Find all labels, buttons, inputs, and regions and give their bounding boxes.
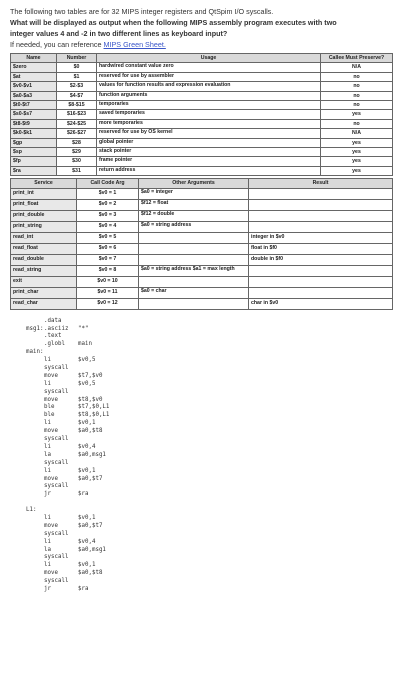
syscall-cell: $f12 = float — [139, 199, 249, 210]
register-cell: $t0-$t7 — [11, 101, 57, 110]
code-line — [26, 491, 326, 499]
syscall-cell — [139, 298, 249, 309]
code-line — [26, 365, 326, 373]
register-cell: reserved for use by OS kernel — [97, 129, 321, 138]
code-instruction: move — [44, 570, 58, 577]
syscall-cell: $v0 = 10 — [77, 276, 139, 287]
code-line — [26, 381, 326, 389]
register-cell: no — [321, 72, 393, 81]
syscall-cell — [249, 276, 393, 287]
code-instruction — [44, 499, 78, 507]
code-line — [26, 452, 326, 460]
code-instruction: li — [44, 443, 51, 450]
syscall-cell — [249, 199, 393, 210]
code-instruction: move — [44, 428, 58, 435]
mips-green-sheet-link[interactable]: MIPS Green Sheet. — [103, 40, 166, 49]
code-label — [26, 523, 44, 531]
syscall-table — [10, 178, 393, 309]
question-line-3: integer values 4 and -2 in two different lines as keyboard input? — [10, 29, 228, 38]
register-cell: N/A — [321, 63, 393, 72]
syscall-cell: $v0 = 12 — [77, 298, 139, 309]
code-operands: $a0,$t7 — [78, 522, 103, 529]
code-instruction: li — [44, 357, 51, 364]
register-cell: saved temporaries — [97, 110, 321, 119]
code-operands: $t8,$v0 — [78, 396, 103, 403]
syscall-cell: read_float — [11, 243, 77, 254]
code-operands: $t8,$0,L1 — [78, 412, 110, 419]
code-instruction: li — [44, 380, 51, 387]
code-line — [26, 373, 326, 381]
code-instruction: li — [44, 420, 51, 427]
register-cell: $29 — [57, 148, 97, 157]
syscall-cell: $v0 = 5 — [77, 232, 139, 243]
code-label — [26, 468, 44, 476]
syscall-cell — [249, 221, 393, 232]
register-cell: yes — [321, 166, 393, 175]
syscall-cell: char in $v0 — [249, 298, 393, 309]
code-instruction: .asciiz — [44, 325, 69, 332]
code-instruction: syscall — [44, 436, 69, 443]
register-row — [11, 129, 393, 138]
register-cell: return address — [97, 166, 321, 175]
code-operands: $t7,$v0 — [78, 372, 103, 379]
syscall-cell — [139, 254, 249, 265]
code-line — [26, 547, 326, 555]
syscall-row — [11, 199, 393, 210]
code-instruction: move — [44, 372, 58, 379]
code-line — [26, 444, 326, 452]
register-row — [11, 110, 393, 119]
syscall-cell: print_float — [11, 199, 77, 210]
code-operands: $v0,1 — [78, 420, 96, 427]
register-cell: temporaries — [97, 101, 321, 110]
syscall-cell: print_string — [11, 221, 77, 232]
code-instruction: syscall — [44, 578, 69, 585]
register-cell: $s0-$s7 — [11, 110, 57, 119]
syscall-cell: $v0 = 1 — [77, 188, 139, 199]
code-label — [26, 586, 44, 594]
code-label — [26, 483, 44, 491]
syscall-cell: $v0 = 3 — [77, 210, 139, 221]
syscall-cell — [249, 287, 393, 298]
code-instruction: syscall — [44, 459, 69, 466]
reference-line — [10, 39, 393, 50]
register-cell: $ra — [11, 166, 57, 175]
code-instruction: li — [44, 538, 51, 545]
syscall-cell: print_char — [11, 287, 77, 298]
code-instruction: .text — [44, 333, 62, 340]
code-label — [26, 318, 44, 326]
syscall-row — [11, 188, 393, 199]
syscall-cell: $a0 = char — [139, 287, 249, 298]
code-instruction: ble — [44, 404, 55, 411]
code-label — [26, 547, 44, 555]
register-cell: no — [321, 91, 393, 100]
syscall-cell: $v0 = 2 — [77, 199, 139, 210]
register-cell: function arguments — [97, 91, 321, 100]
syscall-cell: $a0 = string address $a1 = max length — [139, 265, 249, 276]
syscall-cell: $v0 = 4 — [77, 221, 139, 232]
code-operands — [78, 389, 326, 397]
code-label — [26, 570, 44, 578]
register-cell: yes — [321, 157, 393, 166]
code-instruction: .data — [44, 317, 62, 324]
syscall-cell: integer in $v0 — [249, 232, 393, 243]
code-operands — [78, 318, 326, 326]
register-cell: $24-$25 — [57, 119, 97, 128]
code-operands — [78, 460, 326, 468]
register-cell: $gp — [11, 138, 57, 147]
register-row — [11, 63, 393, 72]
register-cell: $26-$27 — [57, 129, 97, 138]
code-label — [26, 562, 44, 570]
code-line — [26, 326, 326, 334]
code-instruction: move — [44, 522, 58, 529]
code-line — [26, 539, 326, 547]
code-operands — [78, 531, 326, 539]
code-operands: $t7,$0,L1 — [78, 404, 110, 411]
code-line — [26, 468, 326, 476]
register-cell: $8-$15 — [57, 101, 97, 110]
syscall-cell: float in $f0 — [249, 243, 393, 254]
code-operands: $v0,1 — [78, 467, 96, 474]
syscall-header-cell: Other Arguments — [139, 179, 249, 188]
register-cell: hardwired constant value zero — [97, 63, 321, 72]
code-operands — [78, 554, 326, 562]
register-row — [11, 119, 393, 128]
register-header-cell: Usage — [97, 54, 321, 63]
register-cell: $fp — [11, 157, 57, 166]
code-operands — [78, 333, 326, 341]
code-operands — [78, 483, 326, 491]
question-line-1: The following two tables are for 32 MIPS integer registers and QtSpim I/O syscalls. — [10, 7, 274, 16]
code-label: L1: — [26, 507, 37, 514]
code-label: msg1: — [26, 325, 44, 332]
code-operands: main — [78, 341, 92, 348]
syscall-header-cell: Result — [249, 179, 393, 188]
register-cell: $at — [11, 72, 57, 81]
register-cell: $t8-$t9 — [11, 119, 57, 128]
syscall-cell — [139, 276, 249, 287]
code-line — [26, 586, 326, 594]
register-cell: $zero — [11, 63, 57, 72]
code-operands: "*" — [78, 325, 89, 332]
code-line — [26, 507, 326, 515]
register-cell: no — [321, 119, 393, 128]
register-cell: more temporaries — [97, 119, 321, 128]
register-cell: $16-$23 — [57, 110, 97, 119]
code-label — [26, 357, 44, 365]
register-row — [11, 91, 393, 100]
code-label — [26, 491, 44, 499]
register-cell: $sp — [11, 148, 57, 157]
syscall-cell: $v0 = 8 — [77, 265, 139, 276]
code-label — [26, 365, 44, 373]
code-label — [26, 554, 44, 562]
code-line — [26, 483, 326, 491]
code-label — [26, 578, 44, 586]
register-cell: global pointer — [97, 138, 321, 147]
syscall-row — [11, 243, 393, 254]
code-label: main: — [26, 349, 44, 356]
code-instruction: la — [44, 451, 51, 458]
code-line — [26, 397, 326, 405]
register-cell: $4-$7 — [57, 91, 97, 100]
register-row — [11, 166, 393, 175]
syscall-row — [11, 210, 393, 221]
code-instruction: jr — [44, 491, 51, 498]
code-label — [26, 373, 44, 381]
syscall-cell: read_int — [11, 232, 77, 243]
syscall-row — [11, 298, 393, 309]
register-cell: $2-$3 — [57, 82, 97, 91]
code-operands — [78, 349, 326, 357]
register-row — [11, 101, 393, 110]
code-line — [26, 515, 326, 523]
code-instruction: syscall — [44, 365, 69, 372]
code-instruction: la — [44, 546, 51, 553]
code-operands: $v0,5 — [78, 357, 96, 364]
code-label — [26, 428, 44, 436]
code-line — [26, 562, 326, 570]
register-row — [11, 82, 393, 91]
code-instruction: move — [44, 475, 58, 482]
code-operands — [78, 436, 326, 444]
register-cell: $1 — [57, 72, 97, 81]
register-cell: reserved for use by assembler — [97, 72, 321, 81]
code-line — [26, 349, 326, 357]
code-operands: $v0,5 — [78, 380, 96, 387]
code-label — [26, 476, 44, 484]
reference-prefix: If needed, you can reference — [10, 40, 104, 49]
code-line — [26, 357, 326, 365]
code-label — [26, 460, 44, 468]
syscall-row — [11, 276, 393, 287]
syscall-header-cell: Call Code Arg — [77, 179, 139, 188]
code-instruction — [44, 507, 78, 515]
assembly-code-listing — [26, 318, 326, 594]
register-cell: N/A — [321, 129, 393, 138]
code-line — [26, 554, 326, 562]
syscall-cell: read_char — [11, 298, 77, 309]
code-line — [26, 428, 326, 436]
syscall-row — [11, 287, 393, 298]
register-cell: $a0-$a3 — [11, 91, 57, 100]
syscall-cell: $f12 = double — [139, 210, 249, 221]
register-cell: stack pointer — [97, 148, 321, 157]
register-row — [11, 148, 393, 157]
syscall-row — [11, 232, 393, 243]
register-cell: no — [321, 101, 393, 110]
register-row — [11, 157, 393, 166]
code-operands: $a0,$t8 — [78, 428, 103, 435]
code-instruction: jr — [44, 585, 51, 592]
register-table — [10, 53, 393, 176]
code-line — [26, 436, 326, 444]
code-label — [26, 539, 44, 547]
code-line — [26, 412, 326, 420]
code-line — [26, 389, 326, 397]
syscall-cell: exit — [11, 276, 77, 287]
syscall-row — [11, 254, 393, 265]
code-operands: $a0,$t8 — [78, 570, 103, 577]
code-line — [26, 476, 326, 484]
code-operands: $v0,4 — [78, 443, 96, 450]
syscall-header-cell: Service — [11, 179, 77, 188]
register-row — [11, 72, 393, 81]
code-operands — [78, 507, 326, 515]
code-label — [26, 420, 44, 428]
code-operands: $a0,$t7 — [78, 475, 103, 482]
register-cell: $0 — [57, 63, 97, 72]
code-instruction: li — [44, 467, 51, 474]
register-header-cell: Number — [57, 54, 97, 63]
code-label — [26, 515, 44, 523]
code-operands: $v0,1 — [78, 514, 96, 521]
code-instruction: .globl — [44, 341, 65, 348]
register-cell: $k0-$k1 — [11, 129, 57, 138]
code-operands — [78, 499, 326, 507]
code-instruction — [44, 349, 78, 357]
code-operands — [78, 365, 326, 373]
register-cell: frame pointer — [97, 157, 321, 166]
code-label — [26, 531, 44, 539]
code-label — [26, 389, 44, 397]
code-line — [26, 570, 326, 578]
code-line — [26, 333, 326, 341]
register-cell: yes — [321, 138, 393, 147]
register-cell: yes — [321, 148, 393, 157]
register-cell: $31 — [57, 166, 97, 175]
code-instruction: syscall — [44, 554, 69, 561]
syscall-cell: $v0 = 11 — [77, 287, 139, 298]
syscall-cell — [249, 210, 393, 221]
syscall-cell — [139, 243, 249, 254]
code-label — [26, 444, 44, 452]
syscall-row — [11, 265, 393, 276]
code-operands: $ra — [78, 491, 89, 498]
code-instruction: move — [44, 396, 58, 403]
register-cell: $30 — [57, 157, 97, 166]
code-instruction: syscall — [44, 530, 69, 537]
syscall-cell: print_int — [11, 188, 77, 199]
syscall-cell: read_string — [11, 265, 77, 276]
code-instruction: ble — [44, 412, 55, 419]
code-operands: $a0,msg1 — [78, 451, 106, 458]
code-operands: $v0,4 — [78, 538, 96, 545]
code-label — [26, 341, 44, 349]
syscall-cell: double in $f0 — [249, 254, 393, 265]
syscall-cell: $a0 = string address — [139, 221, 249, 232]
code-operands: $ra — [78, 585, 89, 592]
question-line-2: What will be displayed as output when the following MIPS assembly program executes with two — [10, 18, 337, 27]
code-line — [26, 318, 326, 326]
code-line — [26, 523, 326, 531]
code-label — [26, 452, 44, 460]
code-label — [26, 436, 44, 444]
code-instruction: syscall — [44, 388, 69, 395]
syscall-cell: read_double — [11, 254, 77, 265]
code-operands — [78, 578, 326, 586]
code-line — [26, 499, 326, 507]
code-label — [26, 404, 44, 412]
syscall-cell: print_double — [11, 210, 77, 221]
code-label — [26, 333, 44, 341]
code-line — [26, 531, 326, 539]
register-header-cell: Name — [11, 54, 57, 63]
code-instruction: li — [44, 562, 51, 569]
code-operands: $a0,msg1 — [78, 546, 106, 553]
syscall-cell — [249, 265, 393, 276]
code-line — [26, 404, 326, 412]
code-line — [26, 341, 326, 349]
syscall-cell: $v0 = 6 — [77, 243, 139, 254]
code-line — [26, 460, 326, 468]
code-line — [26, 578, 326, 586]
code-line — [26, 420, 326, 428]
code-label — [26, 412, 44, 420]
code-instruction: syscall — [44, 483, 69, 490]
register-cell: $v0-$v1 — [11, 82, 57, 91]
register-row — [11, 138, 393, 147]
syscall-cell: $a0 = integer — [139, 188, 249, 199]
syscall-row — [11, 221, 393, 232]
code-label — [26, 499, 44, 507]
register-header-cell: Callee Must Preserve? — [321, 54, 393, 63]
syscall-cell: $v0 = 7 — [77, 254, 139, 265]
code-instruction: li — [44, 514, 51, 521]
register-cell: yes — [321, 110, 393, 119]
register-cell: values for function results and expression evaluation — [97, 82, 321, 91]
code-operands: $v0,1 — [78, 562, 96, 569]
syscall-cell — [249, 188, 393, 199]
syscall-cell — [139, 232, 249, 243]
code-label — [26, 397, 44, 405]
code-label — [26, 381, 44, 389]
register-cell: $28 — [57, 138, 97, 147]
register-cell: no — [321, 82, 393, 91]
